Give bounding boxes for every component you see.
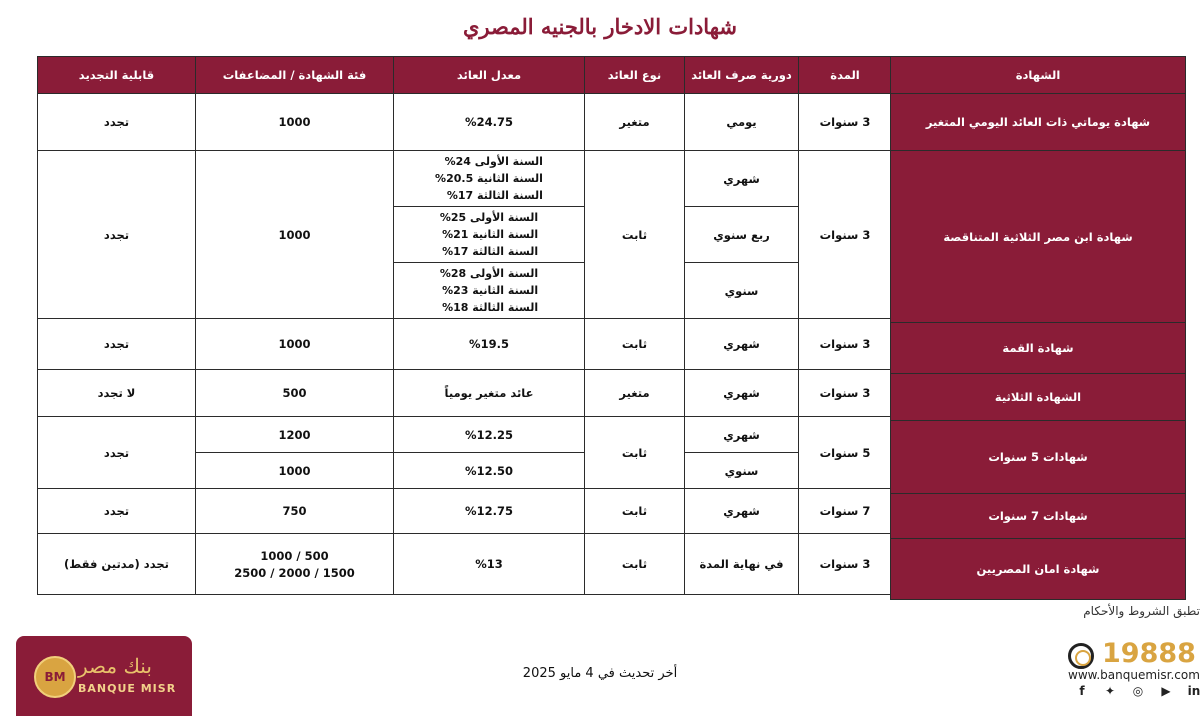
denomination-cell — [196, 534, 394, 595]
renew-cell: لا تجدد — [38, 370, 196, 417]
instagram-icon[interactable]: ◎ — [1132, 684, 1144, 698]
banque-misr-logo — [16, 636, 192, 716]
duration-cell: 3 سنوات — [799, 151, 892, 319]
frequency-cell: يومي — [685, 94, 799, 151]
table-row — [38, 534, 892, 595]
frequency-cell: سنوي — [685, 453, 799, 489]
social-icons — [1068, 684, 1200, 698]
header-payout-frequency: دورية صرف العائد — [685, 57, 799, 94]
logo-medal-icon: BM — [34, 656, 76, 698]
facebook-icon[interactable]: f — [1079, 684, 1085, 698]
rate-line: السنة الثانية 21% — [442, 228, 539, 241]
denomination-cell: 1000 — [196, 151, 394, 319]
rate-cell: %12.50 — [394, 453, 585, 489]
header-duration: المدة — [799, 57, 892, 94]
rate-line: السنة الثانية 20.5% — [435, 172, 543, 185]
table-row — [38, 489, 892, 534]
rate-cell: %19.5 — [394, 319, 585, 370]
type-cell: ثابت — [585, 489, 685, 534]
linkedin-icon[interactable]: in — [1187, 684, 1200, 698]
frequency-cell: في نهاية المدة — [685, 534, 799, 595]
renew-cell: تجدد — [38, 489, 196, 534]
table-row — [38, 94, 892, 151]
renew-cell: تجدد — [38, 319, 196, 370]
duration-cell: 3 سنوات — [799, 370, 892, 417]
duration-cell: 5 سنوات — [799, 417, 892, 489]
certificate-name: شهادة ابن مصر الثلاثية المتناقصة — [891, 151, 1186, 323]
frequency-cell: شهري — [685, 417, 799, 453]
duration-cell: 3 سنوات — [799, 534, 892, 595]
renew-cell: تجدد — [38, 151, 196, 319]
type-cell: ثابت — [585, 417, 685, 489]
header-renewability: قابلية التجديد — [38, 57, 196, 94]
denomination-cell: 500 — [196, 370, 394, 417]
frequency-cell: شهري — [685, 319, 799, 370]
rate-cell — [394, 151, 585, 207]
header-certificate: الشهادة — [891, 57, 1186, 94]
duration-cell: 7 سنوات — [799, 489, 892, 534]
rate-cell: %13 — [394, 534, 585, 595]
frequency-cell: شهري — [685, 151, 799, 207]
table-row — [38, 319, 892, 370]
denomination-line: 2500 / 2000 / 1500 — [234, 565, 355, 580]
rate-line: السنة الأولى 28% — [439, 267, 539, 280]
type-cell: ثابت — [585, 319, 685, 370]
rate-line: السنة الثالثة 17% — [442, 245, 539, 258]
rate-line: السنة الثالثة 18% — [442, 301, 539, 314]
frequency-cell: ربع سنوي — [685, 207, 799, 263]
type-cell: متغير — [585, 94, 685, 151]
frequency-cell: شهري — [685, 370, 799, 417]
denomination-cell: 750 — [196, 489, 394, 534]
certificate-name: شهادة يوماتي ذات العائد اليومي المتغير — [891, 94, 1186, 151]
certificate-name: شهادات 7 سنوات — [891, 494, 1186, 539]
logo-arabic: بنك مصر — [78, 654, 152, 678]
frequency-cell: شهري — [685, 489, 799, 534]
denomination-cell: 1000 — [196, 319, 394, 370]
header-rate: معدل العائد — [394, 57, 585, 94]
logo-english: BANQUE MISR — [78, 682, 177, 695]
rate-line: السنة الأولى 24% — [444, 155, 543, 168]
denomination-cell: 1000 — [196, 453, 394, 489]
rate-cell: %24.75 — [394, 94, 585, 151]
certificate-name: شهادة القمة — [891, 323, 1186, 374]
duration-cell: 3 سنوات — [799, 94, 892, 151]
table-row — [38, 370, 892, 417]
table-row — [38, 151, 892, 207]
denomination-cell: 1000 — [196, 94, 394, 151]
rate-cell — [394, 263, 585, 319]
header-denomination: فئة الشهادة / المضاعفات — [196, 57, 394, 94]
certificate-name: شهادة امان المصريين — [891, 539, 1186, 600]
table-header-row — [38, 57, 892, 94]
website-link[interactable]: www.banquemisr.com — [1068, 668, 1200, 682]
table-row — [38, 417, 892, 453]
certificates-table — [37, 56, 892, 595]
terms-footnote: تطبق الشروط والأحكام — [1083, 604, 1200, 618]
rate-cell: %12.75 — [394, 489, 585, 534]
rate-line: السنة الثانية 23% — [442, 284, 539, 297]
certificate-name: الشهادة الثلاثية — [891, 374, 1186, 421]
rate-cell — [394, 207, 585, 263]
header-return-type: نوع العائد — [585, 57, 685, 94]
renew-cell: تجدد — [38, 94, 196, 151]
renew-cell: تجدد — [38, 417, 196, 489]
rate-line: السنة الأولى 25% — [439, 211, 539, 224]
type-cell: ثابت — [585, 534, 685, 595]
certificate-names-table — [890, 56, 1186, 600]
renew-cell: تجدد (مدتين فقط) — [38, 534, 196, 595]
duration-cell: 3 سنوات — [799, 319, 892, 370]
rate-line: السنة الثالثة 17% — [446, 189, 543, 202]
page-title: شهادات الادخار بالجنيه المصري — [463, 14, 737, 39]
last-updated: أخر تحديث في 4 مايو 2025 — [522, 666, 678, 681]
certificate-name: شهادات 5 سنوات — [891, 421, 1186, 494]
frequency-cell: سنوي — [685, 263, 799, 319]
youtube-icon[interactable]: ▶ — [1161, 684, 1171, 698]
rate-cell: عائد متغير يومياً — [394, 370, 585, 417]
rate-cell: %12.25 — [394, 417, 585, 453]
table-header-row — [891, 57, 1186, 94]
twitter-icon[interactable]: ✦ — [1104, 684, 1116, 698]
denomination-line: 1000 / 500 — [260, 548, 329, 563]
type-cell: ثابت — [585, 151, 685, 319]
type-cell: متغير — [585, 370, 685, 417]
denomination-cell: 1200 — [196, 417, 394, 453]
hotline-icon — [1068, 643, 1094, 669]
hotline-number: 19888 — [1102, 638, 1196, 669]
